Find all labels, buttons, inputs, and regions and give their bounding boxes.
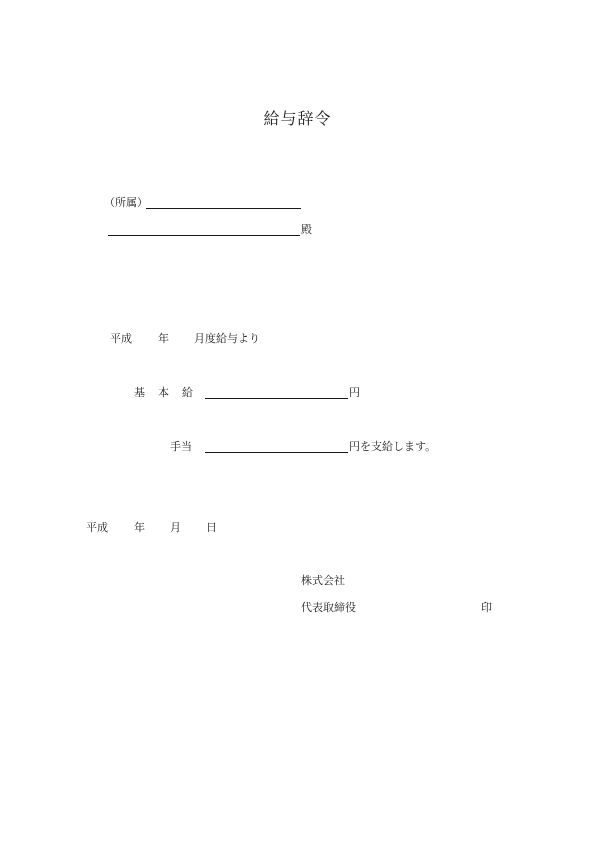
base-salary-char-1: 基 — [134, 386, 145, 399]
allowance-label: 手当 — [170, 440, 192, 453]
base-salary-char-3: 給 — [182, 386, 193, 399]
affiliation-label: （所属） — [104, 196, 148, 209]
effective-month-text: 月度給与より — [194, 332, 260, 345]
document-title: 給与辞令 — [263, 109, 332, 128]
allowance-blank-line — [205, 452, 348, 453]
recipient-blank-line — [108, 235, 300, 236]
allowance-suffix: 円を支給します。 — [349, 440, 437, 453]
affiliation-blank-line — [146, 208, 301, 209]
representative-label: 代表取締役 — [301, 601, 356, 614]
effective-year-unit: 年 — [158, 332, 169, 345]
base-salary-char-2: 本 — [158, 386, 169, 399]
date-year-unit: 年 — [134, 521, 145, 534]
date-day-unit: 日 — [206, 521, 217, 534]
effective-era: 平成 — [110, 332, 132, 345]
date-era: 平成 — [86, 521, 108, 534]
company-label: 株式会社 — [301, 574, 345, 587]
date-month-unit: 月 — [170, 521, 181, 534]
base-salary-blank-line — [205, 398, 348, 399]
seal-label: 印 — [481, 601, 492, 614]
recipient-suffix: 殿 — [301, 223, 312, 236]
base-salary-unit: 円 — [349, 386, 360, 399]
